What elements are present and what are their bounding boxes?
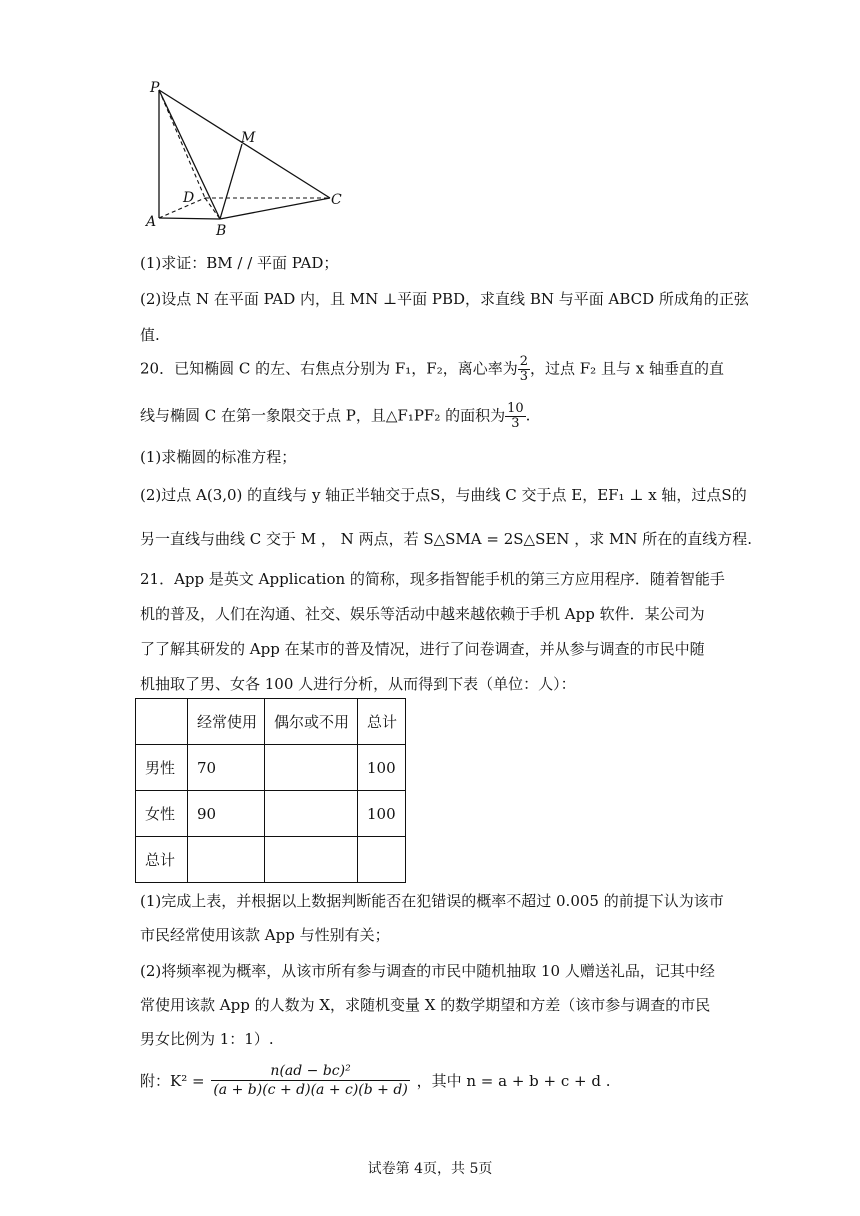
formula-prefix: 附：K² =: [140, 1072, 205, 1090]
table-cell: [358, 837, 406, 883]
usage-table: [135, 698, 406, 883]
k2-formula: [140, 1062, 611, 1099]
table-cell: 总计: [136, 837, 188, 883]
area-den: 3: [511, 416, 520, 431]
label-b: B: [216, 223, 227, 238]
q19-part1: (1)求证：BM / / 平面 PAD；: [140, 254, 339, 272]
table-cell: 100: [358, 745, 406, 791]
ecc-den: 3: [519, 369, 528, 384]
page-footer: 试卷第 4页，共 5页: [367, 1161, 493, 1177]
q20-line1: [140, 355, 724, 384]
area-fraction: [505, 402, 526, 431]
table-header-row: [136, 699, 406, 745]
table-header-cell: 经常使用: [188, 699, 265, 745]
q21-part1-line1: (1)完成上表，并根据以上数据判断能否在犯错误的概率不超过 0.005 的前提下认为该市: [140, 892, 724, 910]
label-m: M: [241, 130, 256, 146]
formula-numerator: n(ad − bc)²: [211, 1062, 409, 1081]
q20-part2-line1: (2)过点 A(3,0) 的直线与 y 轴正半轴交于点S，与曲线 C 交于点 E，EF₁ ⊥ x 轴，过点S的: [140, 486, 747, 504]
q21-part2-line1: (2)将频率视为概率，从该市所有参与调查的市民中随机抽取 10 人赠送礼品，记其中经: [140, 962, 715, 980]
table-header-cell: 偶尔或不用: [265, 699, 358, 745]
table-cell: [265, 745, 358, 791]
table-row: [136, 791, 406, 837]
formula-suffix: ，其中 n = a + b + c + d .: [416, 1072, 611, 1090]
table-cell: 70: [188, 745, 265, 791]
formula-fraction: [211, 1062, 409, 1099]
pyramid-figure: [140, 78, 360, 238]
label-c: C: [331, 192, 342, 208]
table-row: [136, 837, 406, 883]
table-cell: [265, 791, 358, 837]
q20-line1-b: ，过点 F₂ 且与 x 轴垂直的直: [530, 359, 724, 378]
q19-part2-line2: 值.: [140, 326, 160, 344]
q21-part2-line3: 男女比例为 1：1）.: [140, 1030, 274, 1048]
q20-line2: [140, 402, 530, 431]
q21-part2-line2: 常使用该款 App 的人数为 X，求随机变量 X 的数学期望和方差（该市参与调查的市民: [140, 996, 711, 1014]
table-cell: 90: [188, 791, 265, 837]
q21-line3: 了了解其研发的 App 在某市的普及情况，进行了问卷调查，并从参与调查的市民中随: [140, 640, 705, 658]
q20-line2-b: .: [525, 406, 531, 425]
table-cell: 100: [358, 791, 406, 837]
q20-line1-a: 20．已知椭圆 C 的左、右焦点分别为 F₁，F₂，离心率为: [140, 359, 518, 378]
q20-part2-line2: 另一直线与曲线 C 交于 M ， N 两点，若 S△SMA = 2S△SEN ，求 MN 所在的直线方程.: [140, 530, 752, 548]
table-cell: [265, 837, 358, 883]
table-cell: 女性: [136, 791, 188, 837]
table-cell: [188, 837, 265, 883]
label-a: A: [146, 214, 157, 230]
q20-part1: (1)求椭圆的标准方程；: [140, 448, 297, 466]
q21-line2: 机的普及，人们在沟通、社交、娱乐等活动中越来越依赖于手机 App 软件．某公司为: [140, 605, 705, 623]
formula-denominator: (a + b)(c + d)(a + c)(b + d): [213, 1082, 408, 1098]
table-header-cell: 总计: [358, 699, 406, 745]
label-p: P: [150, 80, 160, 96]
table-cell: 男性: [136, 745, 188, 791]
ecc-num: 2: [519, 354, 528, 369]
table-header-cell: [136, 699, 188, 745]
area-num: 10: [507, 401, 524, 416]
eccentricity-fraction: [518, 355, 530, 384]
label-d: D: [183, 190, 195, 206]
q21-line4: 机抽取了男、女各 100 人进行分析，从而得到下表（单位：人）：: [140, 675, 576, 693]
q21-line1: 21．App 是英文 Application 的简称，现多指智能手机的第三方应用程序．随着智能手: [140, 570, 725, 588]
table-row: [136, 745, 406, 791]
q21-part1-line2: 市民经常使用该款 App 与性别有关；: [140, 926, 390, 944]
q20-line2-a: 线与椭圆 C 在第一象限交于点 P，且△F₁PF₂ 的面积为: [140, 406, 506, 425]
q19-part2-line1: (2)设点 N 在平面 PAD 内，且 MN ⊥平面 PBD，求直线 BN 与平面 ABCD 所成角的正弦: [140, 290, 749, 308]
